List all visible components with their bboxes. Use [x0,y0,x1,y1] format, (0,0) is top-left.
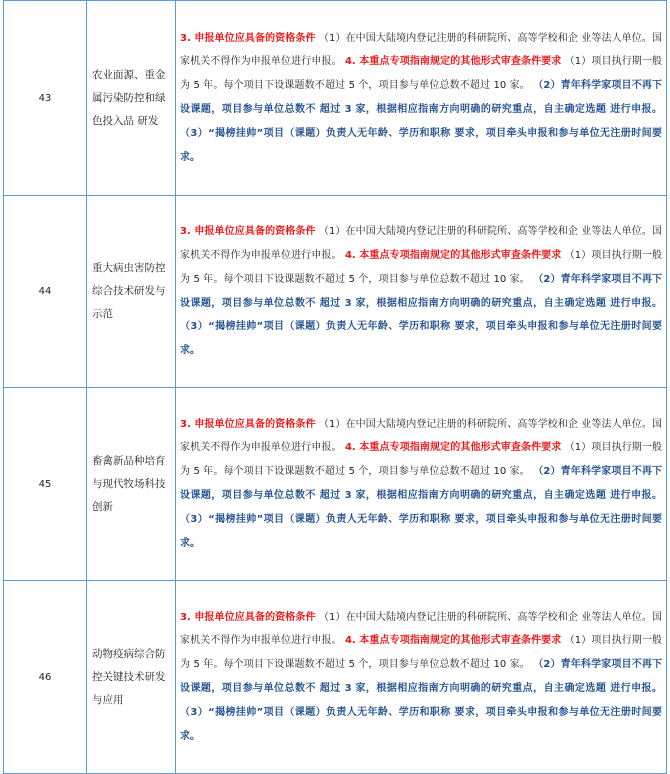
table-row [4,196,667,388]
table-row [4,581,667,774]
part4-item2: （2）青年科学家项目不再下设课题，项目参与单位总数不 超过 3 家，根据相应指南方向明确的研究重点，自主确定选题 进行申报。 [180,659,662,694]
conditions-cell [176,581,667,774]
part4-item3: （3）“揭榜挂帅”项目（课题）负责人无年龄、学历和职称 要求，项目牵头申报和参与单位无注册时间要求。 [180,706,662,742]
guideline-table [3,0,667,774]
conditions-cell [176,388,667,581]
part4-item2: （2）青年科学家项目不再下设课题，项目参与单位总数不 超过 3 家，根据相应指南方向明确的研究重点，自主确定选题 进行申报。 [180,80,662,115]
part4-item3: （3）“揭榜挂帅”项目（课题）负责人无年龄、学历和职称 要求，项目牵头申报和参与单位无注册时间要求。 [180,127,662,163]
part4-heading: 4. 本重点专项指南规定的其他形式审查条件要求 [344,249,562,261]
project-name: 农业面源、重金属污染防控和绿色投入品 研发 [87,1,176,196]
part3-heading: 3. 申报单位应具备的资格条件 [180,32,316,44]
table-row [4,1,667,196]
part4-body: （1）项目执行期一般为 5 年。每个项目下设课题数不超过 5 个，项目参与单位总数不超过 10 家。 [180,56,663,92]
part4-body: （1）项目执行期一般为 5 年。每个项目下设课题数不超过 5 个，项目参与单位总数不超过 10 家。 [180,635,663,671]
project-name: 动物疫病综合防控关键技术研发与应用 [87,581,176,774]
part3-heading: 3. 申报单位应具备的资格条件 [180,611,316,623]
part4-item2: （2）青年科学家项目不再下设课题，项目参与单位总数不 超过 3 家，根据相应指南方向明确的研究重点，自主确定选题 进行申报。 [180,273,662,309]
project-name: 重大病虫害防控综合技术研发与示范 [87,196,176,388]
part4-item3: （3）“揭榜挂帅”项目（课题）负责人无年龄、学历和职称 要求，项目牵头申报和参与单位无注册时间要求。 [180,513,662,549]
part3-body: （1）在中国大陆境内登记注册的科研院所、高等学校和企 业等法人单位。国家机关不得作为申报单位进行申报。 [180,611,662,647]
table-row [4,388,667,581]
part4-heading: 4. 本重点专项指南规定的其他形式审查条件要求 [344,442,562,454]
part4-body: （1）项目执行期一般为 5 年。每个项目下设课题数不超过 5 个，项目参与单位总数不超过 10 家。 [180,249,663,285]
part4-item2: （2）青年科学家项目不再下设课题，项目参与单位总数不 超过 3 家，根据相应指南方向明确的研究重点，自主确定选题 进行申报。 [180,466,662,501]
conditions-cell [176,1,667,196]
part3-body: （1）在中国大陆境内登记注册的科研院所、高等学校和企 业等法人单位。国家机关不得作为申报单位进行申报。 [180,418,662,454]
part3-heading: 3. 申报单位应具备的资格条件 [180,226,316,238]
row-number: 45 [4,388,87,581]
part4-item3: （3）“揭榜挂帅”项目（课题）负责人无年龄、学历和职称 要求，项目牵头申报和参与单位无注册时间要求。 [180,321,662,357]
part4-heading: 4. 本重点专项指南规定的其他形式审查条件要求 [344,56,562,68]
part4-body: （1）项目执行期一般为 5 年。每个项目下设课题数不超过 5 个，项目参与单位总数不超过 10 家。 [180,442,663,478]
row-number: 43 [4,1,87,196]
project-name: 畜禽新品种培育与现代牧场科技创新 [87,388,176,581]
row-number: 46 [4,581,87,774]
part3-body: （1）在中国大陆境内登记注册的科研院所、高等学校和企 业等法人单位。国家机关不得作为申报单位进行申报。 [180,32,662,68]
row-number: 44 [4,196,87,388]
part3-body: （1）在中国大陆境内登记注册的科研院所、高等学校和企 业等法人单位。国家机关不得作为申报单位进行申报。 [180,226,662,261]
part3-heading: 3. 申报单位应具备的资格条件 [180,418,316,430]
conditions-cell [176,196,667,388]
part4-heading: 4. 本重点专项指南规定的其他形式审查条件要求 [344,635,562,647]
